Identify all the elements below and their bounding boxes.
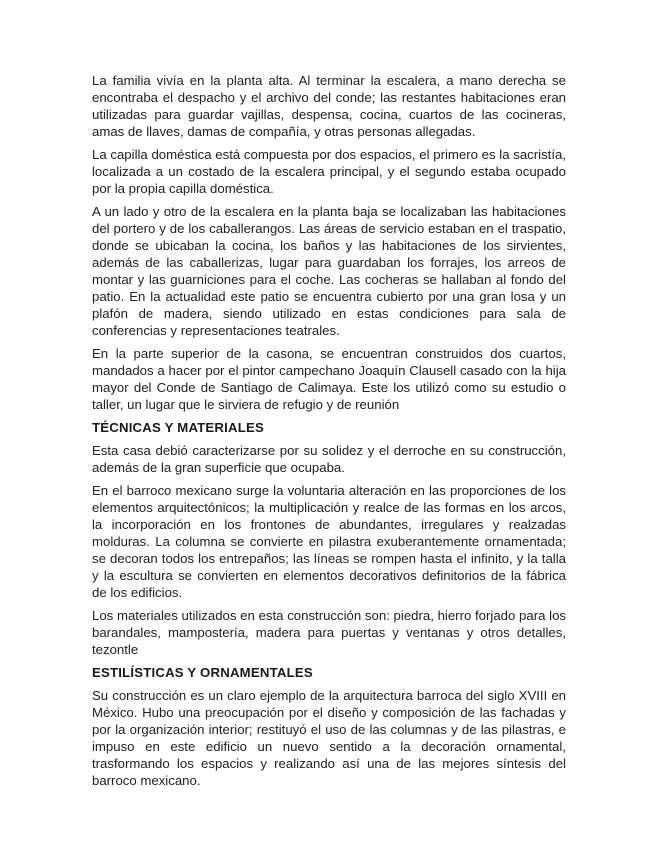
paragraph-solidez-construccion: Esta casa debió caracterizarse por su solidez y el derroche en su construcción, además de la gran superficie que ocupaba.	[92, 443, 566, 475]
paragraph-materiales-utilizados: Los materiales utilizados en esta construcción son: piedra, hierro forjado para los barandales, mampostería, madera para puertas y ventanas y otros detalles, tezontle	[92, 608, 566, 657]
paragraph-barroco-mexicano: En el barroco mexicano surge la voluntaria alteración en las proporciones de los elementos arquitectónicos; la multiplicación y realce de las formas en los arcos, la incorporación en los frontones de abundantes, irregulares y realzadas molduras. La columna se convierte en pilastra exuberantemente ornamentada; se decoran todos los entrepaños; las líneas se rompen hasta el infinito, y la talla y la escultura se convierten en elementos decorativos definitorios de la fábrica de los edificios.	[92, 483, 566, 600]
paragraph-capilla-domestica: La capilla doméstica está compuesta por dos espacios, el primero es la sacristía, localizada a un costado de la escalera principal, y el segundo estaba ocupado por la propia capilla doméstica.	[92, 147, 566, 196]
paragraph-arquitectura-barroca-xviii: Su construcción es un claro ejemplo de la arquitectura barroca del siglo XVIII en México. Hubo una preocupación por el diseño y composición de las fachadas y por la organización interior; restituyó el uso de las columnas y de las pilastras, e impuso en este edificio un nuevo sentido a la decoración ornamental, trasformando los espacios y realizando así una de las mejores síntesis del barroco mexicano.	[92, 688, 566, 788]
paragraph-cuartos-clausell: En la parte superior de la casona, se encuentran construidos dos cuartos, mandados a hacer por el pintor campechano Joaquín Clausell casado con la hija mayor del Conde de Santiago de Calimaya. Este los utilizó como su estudio o taller, un lugar que le sirviera de refugio y de reunión	[92, 346, 566, 412]
paragraph-planta-baja-servicio: A un lado y otro de la escalera en la planta baja se localizaban las habitaciones del portero y de los caballerangos. Las áreas de servicio estaban en el traspatio, donde se ubicaban la cocina, los baños y las habitaciones de los sirvientes, además de las caballerizas, lugar para guardaban los forrajes, los arreos de montar y las guarniciones para el coche. Las cocheras se hallaban al fondo del patio. En la actualidad este patio se encuentra cubierto por una gran losa y un plafón de madera, siendo utilizado en estas condiciones para sala de conferencias y representaciones teatrales.	[92, 204, 566, 338]
paragraph-planta-alta: La familia vivía en la planta alta. Al terminar la escalera, a mano derecha se encontraba el despacho y el archivo del conde; las restantes habitaciones eran utilizadas para guardar vajillas, despensa, cocina, cuartos de las cocineras, amas de llaves, damas de compañía, y otras personas allegadas.	[92, 73, 566, 139]
document-text-column	[92, 72, 566, 789]
section-heading-tecnicas-y-materiales: TÉCNICAS Y MATERIALES	[92, 420, 264, 435]
section-heading-estilisticas-y-ornamentales: ESTILÍSTICAS Y ORNAMENTALES	[92, 665, 313, 680]
